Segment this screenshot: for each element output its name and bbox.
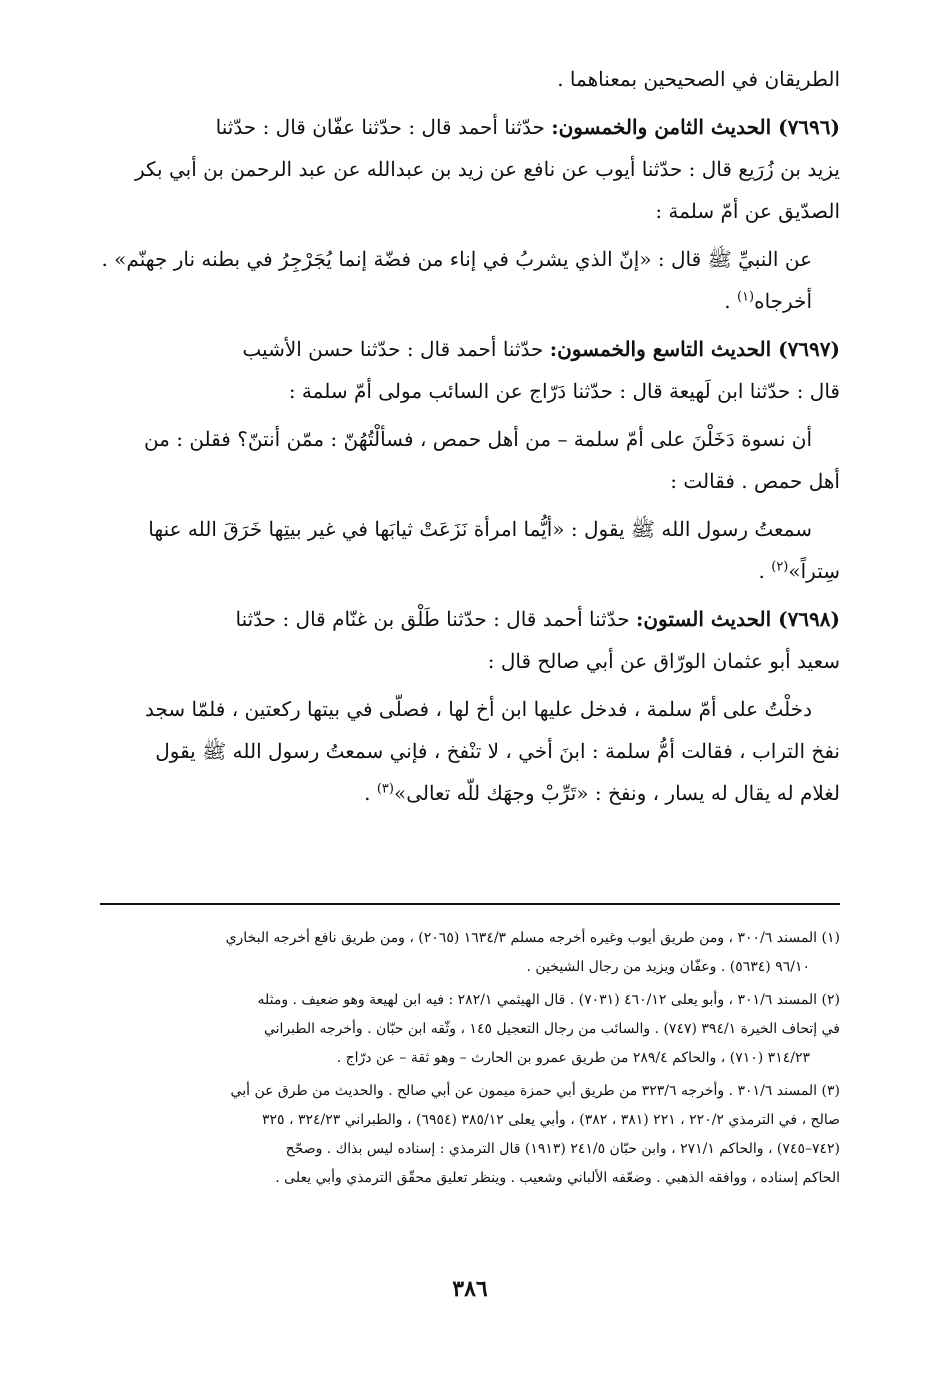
footnote-3-line-2: صالح ، في الترمذي ٢٢٠/٢ ، ٢٢١ (٣٨١ ، ٣٨٢) ، وأبي يعلى ٣٨٥/١٢ (٦٩٥٤) ، والطبراني ٣٢٤/٢٣ ، ٣٢٥ bbox=[261, 1112, 840, 1128]
footnote-ref-1[interactable]: (١) bbox=[736, 289, 755, 305]
matn-text: سِتراً» bbox=[788, 559, 840, 583]
hadith-7698-isnad-line bbox=[78, 598, 840, 640]
footnote-3-line-1: (٣) المسند ٣٠١/٦ . وأخرجه ٣٢٣/٦ من طريق أبي حمزة ميمون عن أبي صالح . والحديث من طرق عن أبي bbox=[230, 1083, 840, 1099]
hadith-7697-matn-2: أهل حمص . فقالت : bbox=[670, 469, 840, 493]
hadith-7697-isnad-text: حدّثنا أحمد قال : حدّثنا حسن الأشيب bbox=[242, 337, 550, 361]
hadith-7697-isnad-line-2: قال : حدّثنا ابن لَهيعة قال : حدّثنا دَرّاج عن السائب مولى أمّ سلمة : bbox=[288, 379, 840, 403]
footnote-3-line-4: الحاكم إسناده ، ووافقه الذهبي . وضعّفه الألباني وشعيب . وينظر تعليق محقّق الترمذي وأبي يعلى . bbox=[275, 1170, 840, 1186]
hadith-7697-isnad-line bbox=[78, 328, 840, 370]
takhrij-text: أخرجاه bbox=[754, 289, 812, 313]
takhrij-end: . bbox=[724, 289, 737, 313]
hadith-7696-isnad-line-2: يزيد بن زُرَيع قال : حدّثنا أيوب عن نافع عن زيد بن عبدالله عن عبد الرحمن بن أبي بكر bbox=[134, 157, 840, 181]
hadith-7697-heading: (٧٦٩٧) الحديث التاسع والخمسون: bbox=[549, 337, 840, 361]
hadith-7698-heading: (٧٦٩٨) الحديث الستون: bbox=[635, 607, 840, 631]
main-text bbox=[78, 58, 840, 814]
hadith-7698-matn-3 bbox=[78, 772, 840, 814]
footnote-2-line-2: في إتحاف الخيرة ٣٩٤/١ (٧٤٧) . والسائب من رجال التعجيل ١٤٥ ، وثّقه ابن حبّان . وأخرجه الطبراني bbox=[263, 1021, 840, 1037]
footnote-3-line-3: (٧٤٢–٧٤٥) ، والحاكم ٢٧١/١ ، وابن حبّان ٢٤١/٥ (١٩١٣) قال الترمذي : إسناده ليس بذاك . وصحّح bbox=[285, 1141, 840, 1157]
page-number: ٣٨٦ bbox=[452, 1276, 488, 1302]
hadith-7698-isnad-line-2: سعيد أبو عثمان الورّاق عن أبي صالح قال : bbox=[487, 649, 840, 673]
hadith-7696-isnad-line-3: الصدّيق عن أمّ سلمة : bbox=[655, 199, 840, 223]
matn-end: . bbox=[364, 781, 377, 805]
hadith-7696-matn: عن النبيِّ ﷺ قال : «إنّ الذي يشربُ في إناء من فضّة إنما يُجَرْجِرُ في بطنه نار جهنّم» . bbox=[101, 247, 812, 271]
hadith-7696-isnad-line bbox=[78, 106, 840, 148]
hadith-7696-heading: (٧٦٩٦) الحديث الثامن والخمسون: bbox=[551, 115, 840, 139]
text-line: الطريقان في الصحيحين بمعناهما . bbox=[557, 67, 840, 91]
footnote-2-line-1: (٢) المسند ٣٠١/٦ ، وأبو يعلى ٤٦٠/١٢ (٧٠٣١) . قال الهيثمي ٢٨٢/١ : فيه ابن لهيعة وهو ضعيف . ومثله bbox=[257, 992, 840, 1008]
hadith-7697-matn-3: سمعتُ رسول الله ﷺ يقول : «أيُّما امرأة نَزَعَتْ ثيابَها في غير بيتِها خَرَقَ الله عنها bbox=[148, 517, 812, 541]
hadith-7697-matn-4 bbox=[78, 550, 840, 592]
matn-end: . bbox=[758, 559, 772, 583]
hadith-7697-matn-1: أن نسوة دَخَلْنَ على أمّ سلمة – من أهل حمص ، فسألْتُهُنّ : ممّن أنتنّ؟ فقلن : من bbox=[143, 427, 812, 451]
footnote-1-line-2: ٩٦/١٠ (٥٦٣٤) . وعفّان ويزيد من رجال الشيخين . bbox=[526, 959, 810, 975]
hadith-7696-isnad-text: حدّثنا أحمد قال : حدّثنا عفّان قال : حدّثنا bbox=[215, 115, 552, 139]
footnote-2-line-3: ٣١٤/٢٣ (٧١٠) ، والحاكم ٢٨٩/٤ من طريق عمرو بن الحارث – وهو ثقة – عن درّاج . bbox=[336, 1050, 810, 1066]
footnote-ref-3[interactable]: (٣) bbox=[376, 781, 394, 797]
footnote-1-line-1: (١) المسند ٣٠٠/٦ ، ومن طريق أيوب وغيره أخرجه مسلم ١٦٣٤/٣ (٢٠٦٥) ، ومن طريق نافع أخرجه البخاري bbox=[225, 930, 840, 946]
hadith-7698-isnad-text: حدّثنا أحمد قال : حدّثنا طَلْق بن غنّام قال : حدّثنا bbox=[235, 607, 636, 631]
matn-text: لغلام له يقال له يسار ، ونفخ : «تَرِّبْ وجهَك للّه تعالى» bbox=[393, 781, 840, 805]
footnotes bbox=[78, 924, 840, 1193]
hadith-7698-matn-2: نفخ التراب ، فقالت أمُّ سلمة : ابنَ أخي ، لا تنْفخ ، فإني سمعتُ رسول الله ﷺ يقول bbox=[155, 739, 840, 763]
footnote-divider bbox=[100, 903, 840, 905]
footnote-ref-2[interactable]: (٢) bbox=[771, 559, 789, 575]
hadith-7698-matn-1: دخلْتُ على أمّ سلمة ، فدخل عليها ابن أخ لها ، فصلّى في بيتها ركعتين ، فلمّا سجد bbox=[145, 697, 812, 721]
hadith-7696-takhrij bbox=[78, 280, 840, 322]
